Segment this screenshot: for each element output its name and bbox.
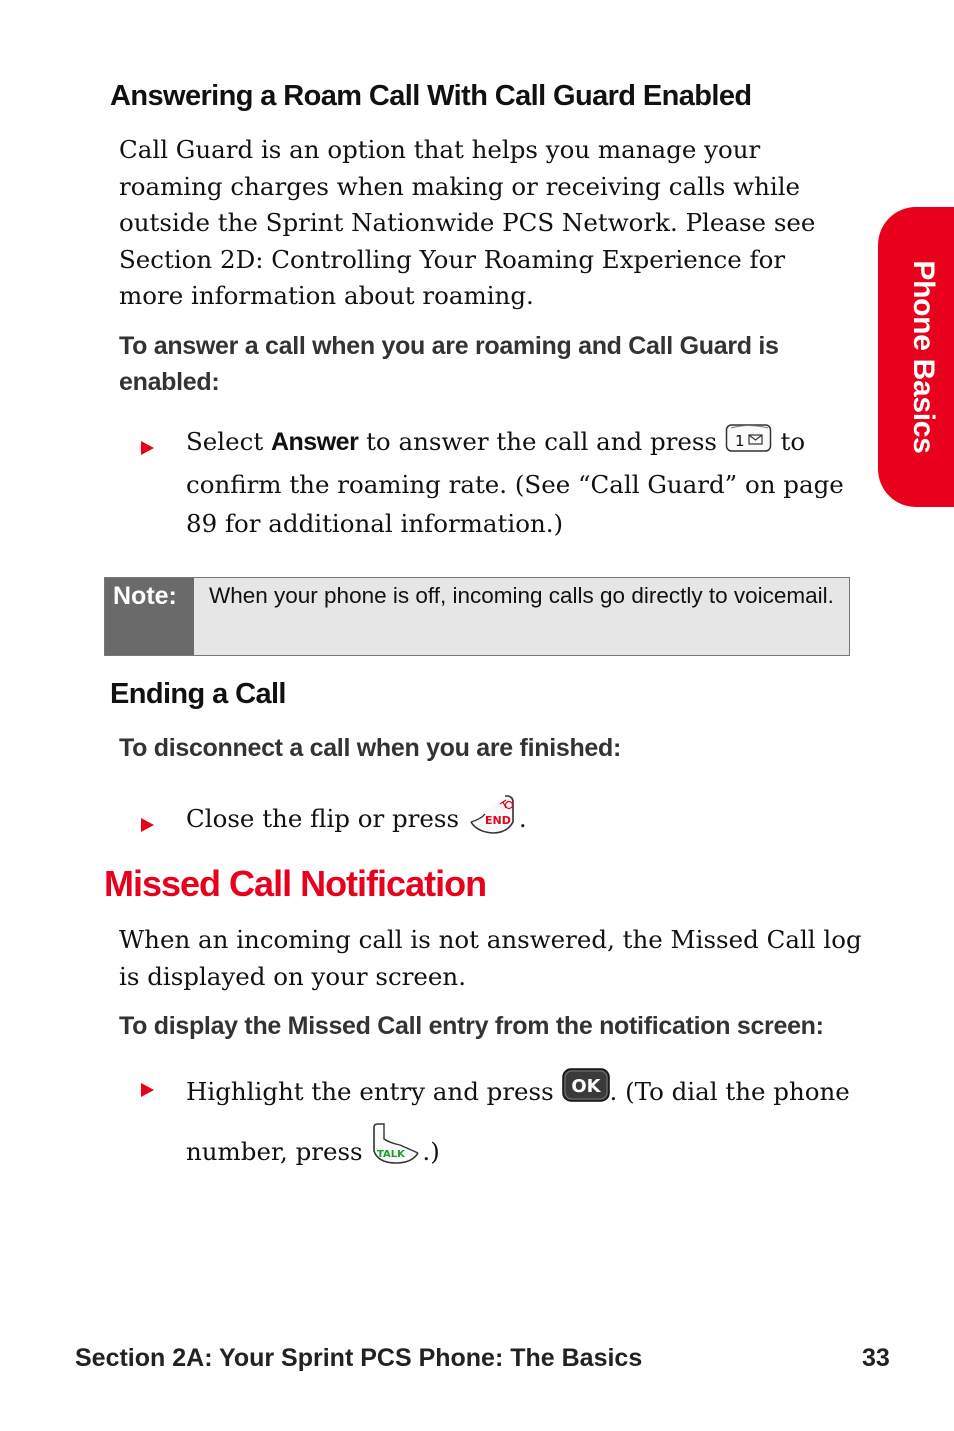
side-tab [878,207,954,507]
ending-call-bullet [186,792,856,849]
footer-page-number: 33 [862,1344,890,1372]
ok-key-label: OK [570,1076,601,1097]
note-text: When your phone is off, incoming calls go directly to voicemail. [209,583,834,608]
section-heading-roam-call: Answering a Roam Call With Call Guard Enabled [110,80,752,112]
key-1-label: 1 [734,432,745,450]
note-box [104,577,850,656]
bullet-text-pre: Select [186,427,271,456]
bullet-text-mid: . (To dial the phone number, press [186,1077,850,1166]
roam-call-instruction: To answer a call when you are roaming and Call Guard is enabled: [119,332,779,396]
end-key-label: END [484,814,511,827]
bullet-arrow-icon [141,441,154,455]
roam-call-bullet [186,422,856,543]
bullet-arrow-icon [141,1083,154,1097]
bullet-arrow-icon [141,818,154,832]
key-1-voicemail-icon [725,422,773,465]
answer-softkey-label: Answer [270,428,359,456]
bullet-text-pre: Close the flip or press [186,804,467,833]
section-heading-missed-call: Missed Call Notification [104,863,487,904]
missed-call-bullet [186,1064,876,1186]
bullet-text-post: to confirm the roaming rate. (See “Call Guard” on page 89 for additional information.) [186,427,844,538]
note-label: Note: [105,578,194,655]
missed-call-instruction: To display the Missed Call entry from the notification screen: [119,1012,824,1040]
section-heading-ending-call: Ending a Call [110,678,286,710]
side-tab-label: Phone Basics [907,260,940,454]
bullet-text-post: . [518,804,527,833]
bullet-text-post: .) [422,1137,440,1166]
bullet-text-pre: Highlight the entry and press [186,1077,562,1106]
end-key-icon [467,792,519,849]
bullet-text-mid: to answer the call and press [358,427,725,456]
footer-section-title: Section 2A: Your Sprint PCS Phone: The Basics [75,1344,643,1372]
ending-call-instruction: To disconnect a call when you are finished: [119,734,622,762]
talk-key-icon [370,1121,422,1186]
roam-call-paragraph: Call Guard is an option that helps you manage your roaming charges when making or receiving calls while outside the Sprint Nationwide PCS Network. Please see Section 2D: Controlling Your Roaming Experience for more information about roaming. [119,135,816,310]
talk-key-label: TALK [377,1149,406,1160]
ok-key-icon [562,1066,610,1121]
missed-call-paragraph: When an incoming call is not answered, the Missed Call log is displayed on your screen. [119,925,862,991]
